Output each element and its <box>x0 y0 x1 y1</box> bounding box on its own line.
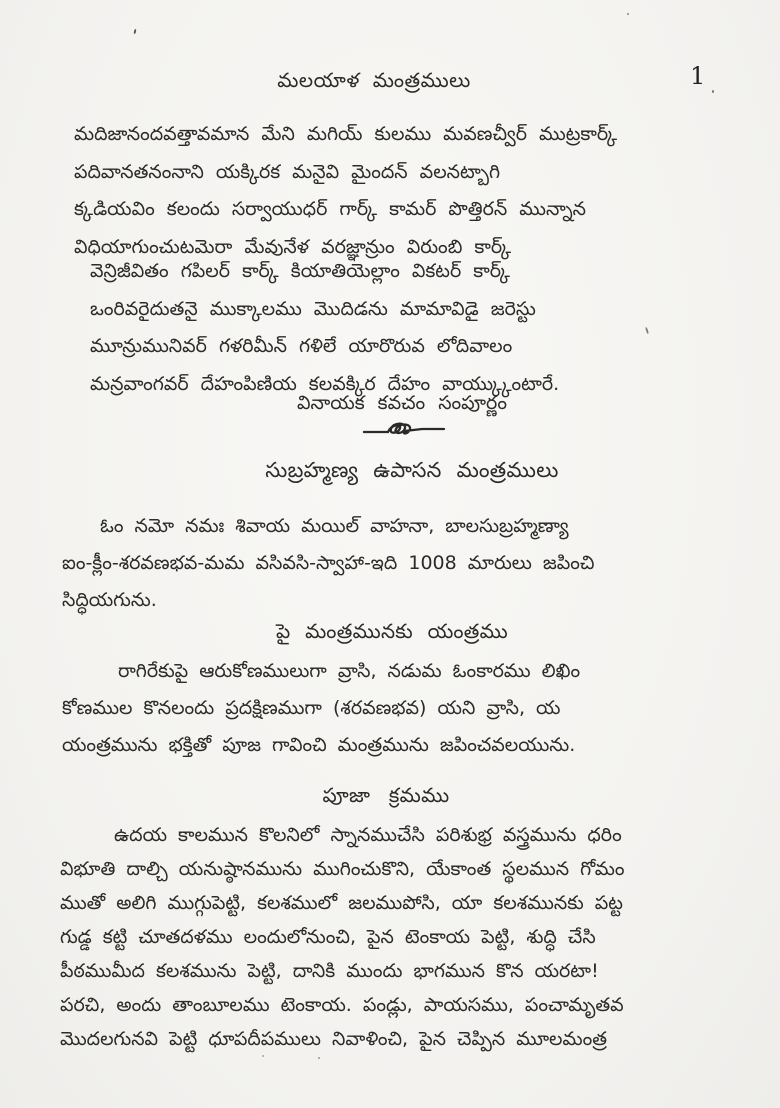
paragraph-line: పరచి, అందు తాంబూలము టెంకాయ. పండ్లు, పాయసము, పంచామృతవ <box>60 994 624 1016</box>
paragraph-subrahmanya <box>62 508 594 619</box>
paragraph-line: విభూతి దాల్చి యనుష్ఠానమును ముగించుకొని, యేకాంత స్థలమున గోమం <box>60 858 625 880</box>
paragraph-yantra <box>62 653 580 764</box>
rope-divider-icon <box>14 421 780 439</box>
paragraph-line: యంత్రమును భక్తితో పూజ గావించి మంత్రమును జపించవలయును. <box>62 734 576 756</box>
page-number: 1 <box>690 62 706 90</box>
verse-line: మన్రవాంగవర్ దేహంపిణియ కలవక్కిర దేహం వాయ్క్కుంటారే. <box>90 372 560 395</box>
paragraph-line: ఐం-క్లీం-శరవణభవ-మమ వసివసి-స్వాహా-ఇది 1008 మారులు జపించి <box>62 552 595 574</box>
verse-line: ఒంరివరైదుతనై ముక్కాలము మొదిడను మామావిడై జరెస్టు <box>90 297 536 320</box>
paragraph-pooja <box>60 818 625 1056</box>
scan-artifact <box>627 13 629 15</box>
paragraph-line: మొదలగునవి పెట్టి ధూపదీపములు నివాళించి, పైన చెప్పిన మూలమంత్ర <box>60 1028 607 1050</box>
scan-artifact <box>645 327 649 334</box>
verse-line: పదివానతనంనాని యక్కిరక మనైవి మైందన్ వలనట్బాగి <box>74 160 501 183</box>
paragraph-line: గుడ్డ కట్టి చూతదళము లందులోనుంచి, పైన టెంకాయ పెట్టి, శుద్ధి చేసి <box>60 926 596 948</box>
page-title: మలయాళ మంత్రములు <box>277 68 471 92</box>
scan-artifact <box>318 1057 320 1059</box>
verse-block-1 <box>74 116 617 266</box>
paragraph-line: ఉదయ కాలమున కొలనిలో స్నానముచేసి పరిశుభ్ర వస్త్రమును ధరిం <box>114 824 622 846</box>
scan-artifact <box>712 90 714 93</box>
paragraph-line: రాగిరేకుపై ఆరుకోణములుగా వ్రాసి, నడుమ ఓంకారము లిఖిం <box>118 660 581 682</box>
paragraph-line: ఓం నమో నమః శివాయ మయిల్ వాహనా, బాలసుబ్రహ్మణ్యా <box>100 515 569 537</box>
verse-line: క్కడియవిం కలందు సర్వాయుధర్ గార్క్ కామర్ పొత్తిరన్ మున్నాన <box>74 198 586 220</box>
verse-colophon: వినాయక కవచం సంపూర్ణం <box>297 392 507 414</box>
verse-block-2 <box>90 253 559 403</box>
scan-artifact <box>262 1055 264 1057</box>
verse-line: మదిజానందవత్తావమాన మేని మగియ్ కులము మవణచ్వీర్ ముట్రకార్క్ <box>74 123 618 145</box>
paragraph-line: పీఠముమీద కలశమును పెట్టి, దానికి ముందు భాగమున కొన యరటా! <box>60 960 599 982</box>
verse-line: విధియాగుంచుటమెరా మేవునేళ వరజ్ఞాన్రుం విరుంబి కార్క్ <box>74 235 512 258</box>
section-heading-yantra: పై మంత్రమునకు యంత్రము <box>275 619 509 643</box>
verse-line: మూన్రుమునివర్ గళరిమీన్ గళిలే యారొరువ లోదివాలం <box>90 335 513 357</box>
section-heading-pooja: పూజా క్రమము <box>322 783 450 807</box>
verse-line: వెన్రిజీవితం గపిలర్ కార్క్ కియాతియెల్లాం వికటర్ కార్క్ <box>90 260 510 282</box>
scan-artifact <box>133 29 136 34</box>
section-heading-subrahmanya: సుబ్రహ్మణ్య ఉపాసన మంత్రములు <box>265 458 559 482</box>
paragraph-line: కోణముల కొనలందు ప్రదక్షిణముగా (శరవణభవ) యని వ్రాసి, య <box>62 697 561 719</box>
paragraph-line: ముతో అలిగి ముగ్గుపెట్టి, కలశములో జలముపోసి, యా కలశమునకు పట్ట <box>60 892 623 914</box>
paragraph-line: సిద్ధియగును. <box>62 589 157 611</box>
